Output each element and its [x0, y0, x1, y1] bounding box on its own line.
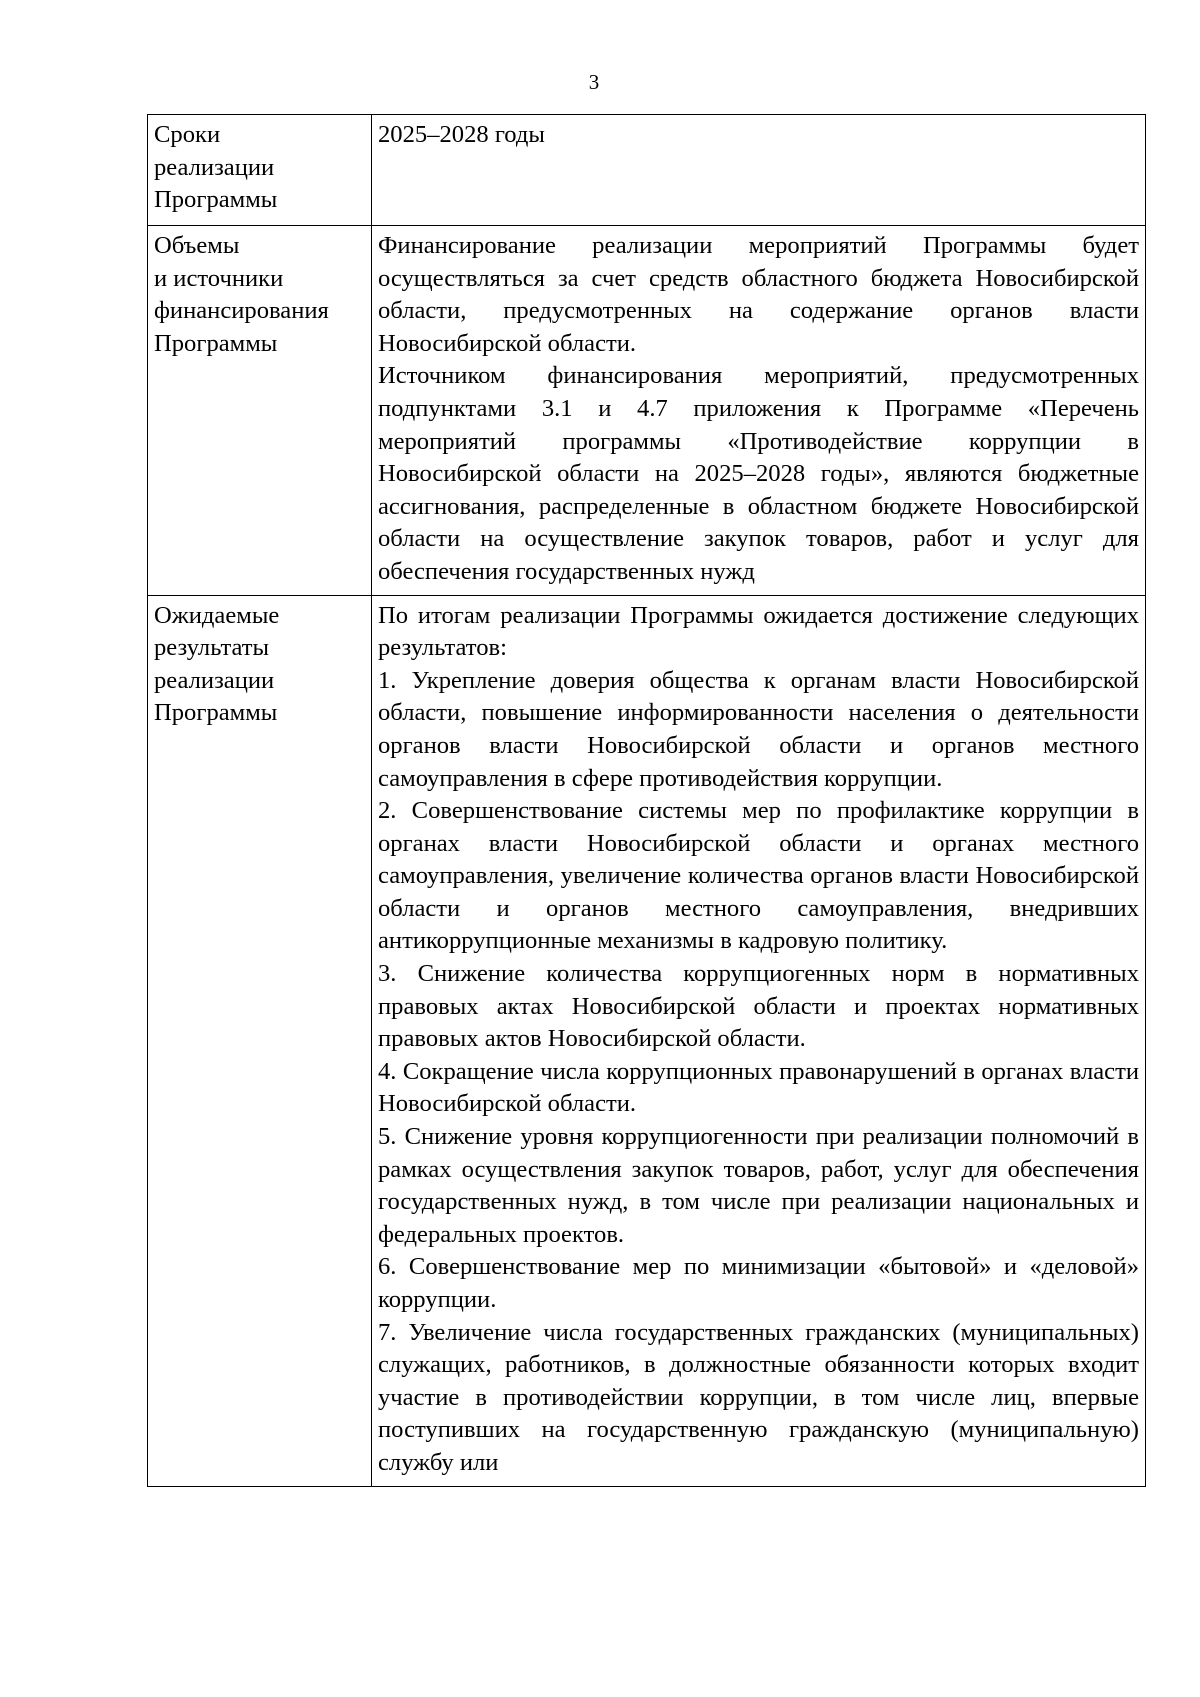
content-paragraph: 6. Совершенствование мер по минимизации «бытовой» и «деловой» коррупции. [378, 1253, 1139, 1313]
content-paragraph: 1. Укрепление доверия общества к органам власти Новосибирской области, повышение информированности населения о деятельности органов власти Новосибирской области и органов местного самоуправления в сфере противодействия коррупции. [378, 666, 1139, 792]
row-label-line: и источники [154, 264, 284, 292]
row-content-cell [372, 595, 1146, 1486]
table-row-implementation-period [148, 115, 1146, 226]
row-label-line: Объемы [154, 232, 240, 259]
content-paragraph: Источником финансирования мероприятий, предусмотренных подпунктами 3.1 и 4.7 приложения к Программе «Перечень мероприятий программы «Противодействие коррупции в Новосибирской области на 2025–2028 годы», являются бюджетные ассигнования, распределенные в областном бюджете Новосибирской области на осуществление закупок товаров, работ и услуг для обеспечения государственных нужд [378, 362, 1139, 585]
row-label-line: Программы [154, 699, 278, 727]
content-paragraph: 5. Снижение уровня коррупциогенности при реализации полномочий в рамках осуществления закупок товаров, работ, услуг для обеспечения государственных нужд, в том числе при реализации национальных и федеральных проектов. [378, 1123, 1139, 1248]
table-row-expected-results [148, 595, 1146, 1486]
table-row-funding-sources [148, 226, 1146, 596]
content-paragraph: 2025–2028 годы [378, 121, 545, 148]
row-label-line: Сроки [154, 121, 221, 148]
row-label-line: финансирования [154, 297, 329, 325]
content-paragraph: 7. Увеличение числа государственных гражданских (муниципальных) служащих, работников, в должностные обязанности которых входит участие в противодействии коррупции, в том числе лиц, впервые поступивших на государственную гражданскую (муниципальную) службу или [378, 1318, 1139, 1476]
page-number: 3 [588, 70, 600, 94]
content-paragraph: 4. Сокращение числа коррупционных правонарушений в органах власти Новосибирской области. [378, 1057, 1139, 1118]
content-paragraph: 3. Снижение количества коррупциогенных норм в нормативных правовых актах Новосибирской области и проектах нормативных правовых актов Новосибирской области. [378, 960, 1139, 1053]
row-label-cell [148, 226, 372, 596]
row-content-cell [372, 226, 1146, 596]
row-label-line: Программы [154, 329, 278, 357]
row-content-cell [372, 115, 1146, 226]
content-paragraph: По итогам реализации Программы ожидается достижение следующих результатов: [378, 601, 1139, 662]
program-passport-table [147, 114, 1146, 1487]
row-label-line: реализации [154, 666, 275, 694]
row-label-line: Программы [154, 186, 278, 214]
content-paragraph: 2. Совершенствование системы мер по профилактике коррупции в органах власти Новосибирской области и органах местного самоуправления, увеличение количества органов власти Новосибирской области и органов местного самоуправления, внедривших антикоррупционные механизмы в кадровую политику. [378, 797, 1139, 955]
row-label-line: результаты [154, 634, 270, 662]
content-paragraph: Финансирование реализации мероприятий Программы будет осуществляться за счет средств областного бюджета Новосибирской области, предусмотренных на содержание органов власти Новосибирской области. [378, 232, 1139, 357]
row-label-cell [148, 595, 372, 1486]
row-label-line: Ожидаемые [154, 601, 280, 629]
row-label-cell [148, 115, 372, 226]
row-label-line: реализации [154, 153, 275, 181]
